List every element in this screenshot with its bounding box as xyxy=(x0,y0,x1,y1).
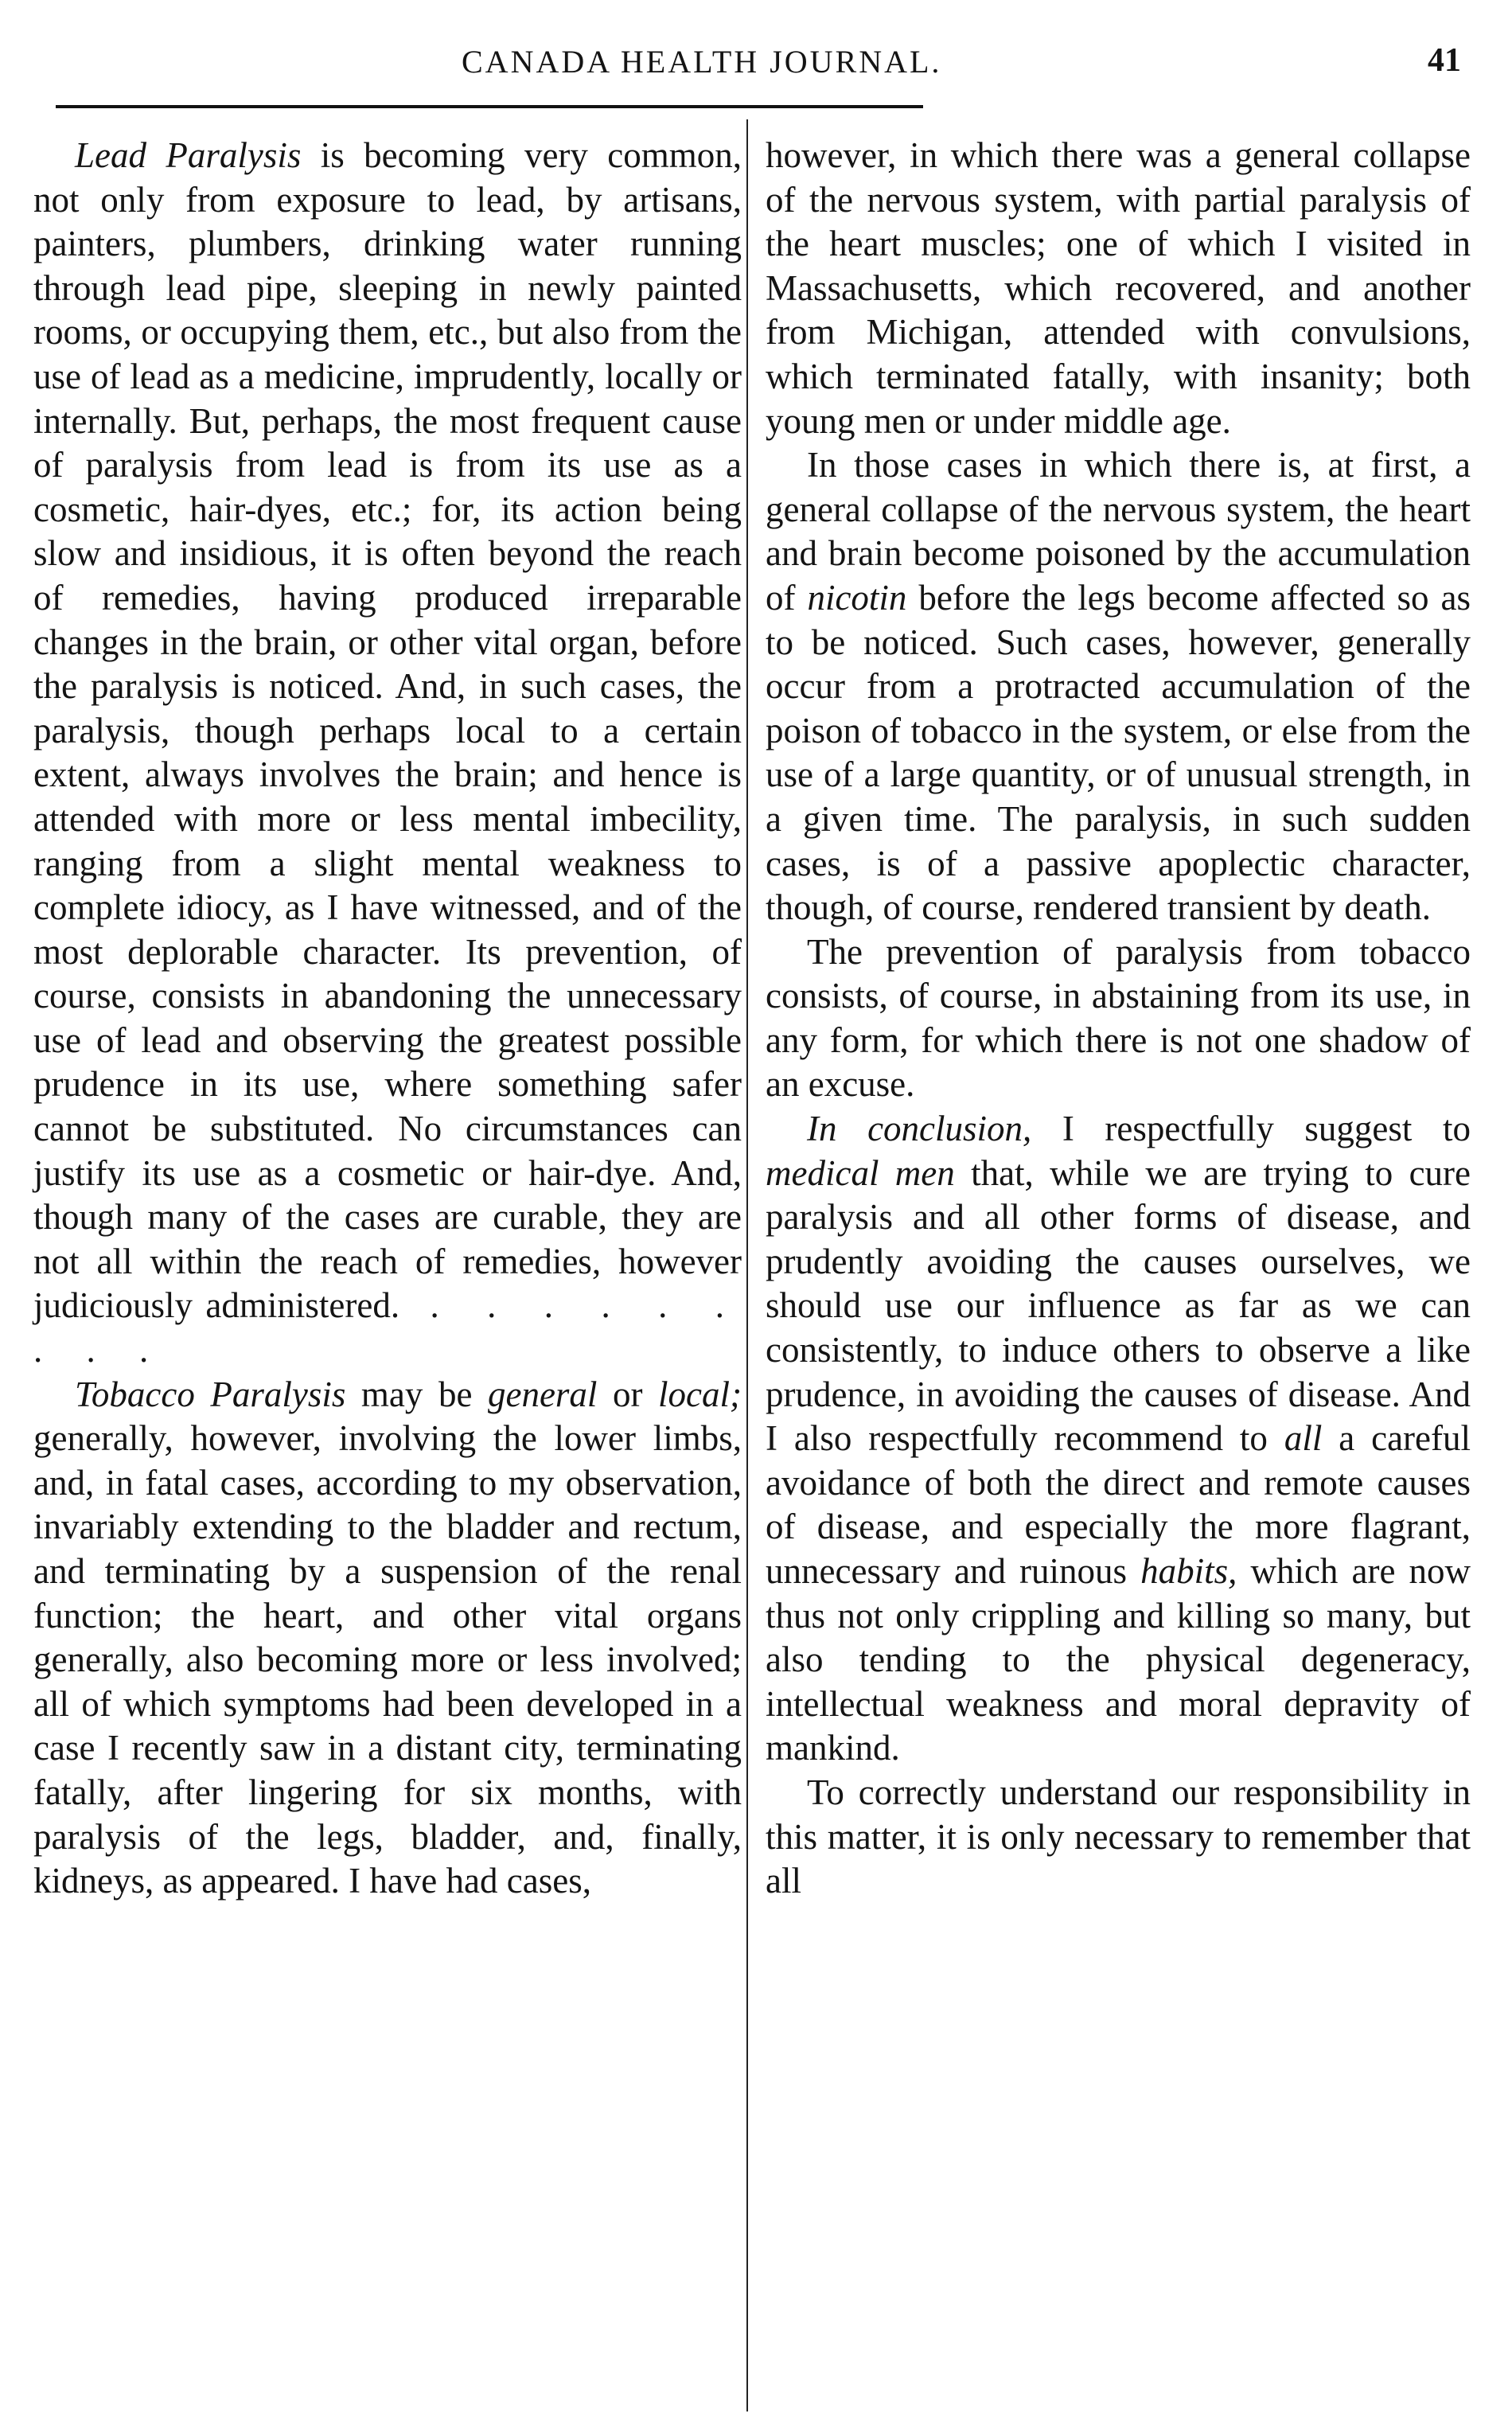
tobacco-paralysis-heading: Tobacco Paralysis xyxy=(75,1374,346,1414)
conclusion-paragraph xyxy=(766,1107,1471,1771)
emphasis-local: local; xyxy=(658,1374,742,1414)
emphasis-nicotin: nicotin xyxy=(807,577,907,618)
p4-text-b: that, while we are trying to cure paralysis and all other forms of disease, and prudently avoiding the causes ourselves, we should use our influence as far as we can consistently, to induce others to observe a like prudence, in avoiding the causes of disease. And I also respectfully recommend to xyxy=(766,1152,1471,1459)
conclusion-heading: In conclusion, xyxy=(807,1109,1032,1149)
p4-text-d: which are now thus not only crippling and killing so many, but also tending to the physical degeneracy, intellectual weakness and moral depravity of mankind. xyxy=(766,1551,1471,1768)
tobacco-text-1: may be xyxy=(345,1374,488,1414)
right-paragraph-5: To correctly understand our responsibility in this matter, it is only necessary to remember that all xyxy=(766,1772,1471,1901)
p2-text-a: In those cases in which there is, at first, a general collapse of the nervous system, the heart and brain become poisoned by the accumulation of xyxy=(766,445,1471,618)
left-column xyxy=(33,134,742,1904)
tobacco-text-2: or xyxy=(597,1374,659,1414)
page-header xyxy=(48,32,1472,88)
section-dots: . . . . . . . . . xyxy=(33,1285,742,1370)
emphasis-habits: habits, xyxy=(1140,1551,1237,1591)
right-paragraph-1: however, in which there was a general collapse of the nervous system, with partial paralysis of the heart muscles; one of which I visited in Massachusetts, which recovered, and another from Michigan, attended with convulsions, which terminated fatally, with insanity; both young men or under middle age. xyxy=(766,135,1471,441)
p4-text-a: I respectfully suggest to xyxy=(1031,1109,1471,1149)
emphasis-all: all xyxy=(1284,1418,1323,1459)
emphasis-medical-men: medical men xyxy=(766,1152,955,1193)
tobacco-text-3: generally, however, involving the lower limbs, and, in fatal cases, according to my observation, invariably extending to the bladder and rectum, and terminating by a suspension of the renal function; the heart, and other vital organs generally, also becoming more or less involved; all of which symptoms had been developed in a case I recently saw in a distant city, terminating fatally, after lingering for six months, with paralysis of the legs, bladder, and, finally, kidneys, as appeared. I have had cases, xyxy=(33,1418,742,1901)
lead-paralysis-heading: Lead Paralysis xyxy=(75,135,302,175)
p4-text-c: a careful avoidance of both the direct and remote causes of disease, and especially the more flagrant, unnecessary and ruinous xyxy=(766,1418,1471,1591)
right-column xyxy=(766,134,1471,1904)
journal-title: CANADA HEALTH JOURNAL. xyxy=(462,44,942,80)
lead-paralysis-text: is becoming very common, not only from exposure to lead, by artisans, painters, plumbers, drinking water running through lead pipe, sleeping in newly painted rooms, or occupying them, etc., but also from the use of lead as a medicine, imprudently, locally or internally. But, perhaps, the most frequent cause of paralysis from lead is from its use as a cosmetic, hair-dyes, etc.; for, its action being slow and insidious, it is often beyond the reach of remedies, having produced irreparable changes in the brain, or other vital organ, before the paralysis is noticed. And, in such cases, the paralysis, though perhaps local to a certain extent, always involves the brain; and hence is attended with more or less mental imbecility, ranging from a slight mental weakness to complete idiocy, as I have witnessed, and of the most deplorable character. Its prevention, of course, consists in abandoning the unnecessary use of lead and observing the greatest possible prudence in its use, where something safer cannot be substituted. No circumstances can justify its use as a cosmetic or hair-dye. And, though many of the cases are curable, they are not all within the reach of remedies, however judiciously administered. xyxy=(33,135,742,1326)
right-paragraph-2 xyxy=(766,443,1471,930)
tobacco-paralysis-paragraph xyxy=(33,1373,742,1904)
right-paragraph-3: The prevention of paralysis from tobacco consists, of course, in abstaining from its use, in any form, for which there is not one shadow of an excuse. xyxy=(766,931,1471,1105)
p2-text-b: before the legs become affected so as to be noticed. Such cases, however, generally occur from a protracted accumulation of the poison of tobacco in the system, or else from the use of a large quantity, or of unusual strength, in a given time. The paralysis, in such sudden cases, is of a passive apoplectic character, though, of course, rendered transient by death. xyxy=(766,577,1471,928)
lead-paralysis-paragraph xyxy=(33,134,742,1373)
header-rule xyxy=(56,105,923,108)
column-divider xyxy=(746,119,748,2411)
emphasis-general: general xyxy=(487,1374,598,1414)
page-number: 41 xyxy=(1428,42,1461,79)
